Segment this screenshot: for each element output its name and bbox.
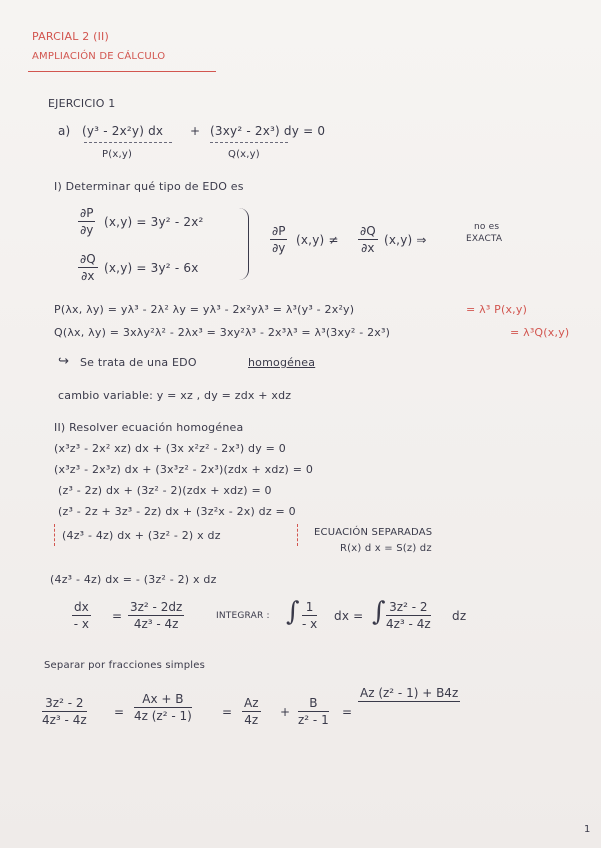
dp-expression: (x,y) = 3y² - 2x² [104, 215, 204, 229]
z-denominator: 4z³ - 4z [133, 617, 179, 631]
one-over-minus-x [302, 600, 317, 631]
pf-equals-3: = [342, 705, 353, 719]
pf5-denominator [358, 702, 460, 703]
minus-x-denominator: - x [73, 617, 89, 631]
cmp-dq-numerator: ∂Q [360, 224, 376, 238]
integral-sign-2: ∫ [372, 597, 386, 627]
pf2-numerator: Ax + B [134, 692, 192, 708]
right-brace [238, 208, 249, 280]
step2-line4: (z³ - 2z + 3z³ - 2z) dx + (3z²x - 2x) dz = 0 [58, 505, 296, 518]
cmp-middle: (x,y) ≠ [296, 233, 339, 247]
p-lambda-result: = λ³ P(x,y) [466, 303, 528, 316]
equals-sign-1: = [112, 609, 123, 623]
pf3-numerator: Az [244, 696, 259, 710]
cmp-end: (x,y) ⇒ [384, 233, 427, 247]
int2-fraction [386, 600, 431, 631]
int1-rest: dx = [334, 609, 364, 623]
pf-frac-4 [298, 696, 329, 727]
cmp-dp-denominator: ∂y [272, 241, 286, 255]
int1-denominator: - x [302, 617, 318, 631]
hook-arrow-icon: ↪ [58, 354, 70, 369]
dx-numerator: dx [74, 600, 89, 614]
dq-dx-fraction [78, 252, 98, 283]
part-a-label: a) [58, 124, 71, 138]
q-lambda-line: Q(λx, λy) = 3xλy²λ² - 2λx³ = 3xy²λ³ - 2x³λ³ = λ³(3xy² - 2x³) [54, 326, 391, 339]
cmp-dq-denominator: ∂x [361, 241, 375, 255]
integral-sign-1: ∫ [286, 597, 300, 627]
dq-numerator: ∂Q [80, 252, 96, 266]
pf-frac-3 [242, 696, 261, 727]
step2-heading: II) Resolver ecuación homogénea [54, 421, 244, 434]
q-underbrace [210, 142, 288, 143]
pf-frac-1 [42, 696, 87, 727]
part-a-lhs: (y³ - 2x²y) dx [82, 124, 164, 138]
pf4-denominator: z² - 1 [298, 713, 329, 727]
pf-equals-1: = [114, 705, 125, 719]
verdict-exacta: EXACTA [466, 234, 503, 244]
cmp-dp-fraction [270, 224, 287, 255]
integrate-label: INTEGRAR : [216, 611, 270, 621]
homogeneous-prefix: Se trata de una EDO [80, 356, 197, 369]
pf-plus: + [280, 705, 291, 719]
dx-over-minus-x [72, 600, 91, 631]
pf5-numerator: Az (z² - 1) + B4z [360, 686, 459, 700]
exercise-title: EJERCICIO 1 [48, 97, 116, 110]
verdict-no-es: no es [474, 222, 500, 232]
z-numerator: 3z² - 2dz [130, 600, 183, 614]
dp-dy-fraction [78, 206, 95, 237]
header-subtitle: AMPLIACIÓN DE CÁLCULO [32, 51, 166, 62]
step2-line3: (z³ - 2z) dx + (3z² - 2)(zdx + xdz) = 0 [58, 484, 272, 497]
change-of-variable: cambio variable: y = xz , dy = zdx + xdz [58, 389, 292, 402]
dq-expression: (x,y) = 3y² - 6x [104, 261, 199, 275]
cmp-dp-numerator: ∂P [272, 224, 286, 238]
dq-denominator: ∂x [81, 269, 95, 283]
pf2-denominator: 4z (z² - 1) [134, 709, 192, 723]
pf4-numerator: B [298, 696, 329, 712]
step2-line1: (x³z³ - 2x² xz) dx + (3x x²z² - 2x³) dy = 0 [54, 442, 286, 455]
q-lambda-result: = λ³Q(x,y) [510, 326, 570, 339]
p-label: P(x,y) [102, 149, 133, 160]
pf3-denominator: 4z [244, 713, 259, 727]
pf-equals-2: = [222, 705, 233, 719]
dp-numerator: ∂P [80, 206, 94, 220]
cmp-dq-fraction [358, 224, 378, 255]
header-rule [28, 71, 216, 72]
q-label: Q(x,y) [228, 149, 260, 160]
step3-heading: Separar por fracciones simples [44, 660, 206, 671]
part-a-rhs: (3xy² - 2x³) dy = 0 [210, 124, 326, 138]
int1-numerator: 1 [302, 600, 317, 616]
pf-frac-5 [358, 686, 460, 703]
step2-line2: (x³z³ - 2x³z) dx + (3x³z² - 2x³)(zdx + xdz) = 0 [54, 463, 314, 476]
header-title: PARCIAL 2 (II) [32, 30, 109, 43]
p-lambda-line: P(λx, λy) = yλ³ - 2λ² λy = yλ³ - 2x²yλ³ = λ³(y³ - 2x²y) [54, 303, 355, 316]
dp-denominator: ∂y [80, 223, 94, 237]
part-a-plus: + [190, 124, 201, 138]
separable-label: ECUACIÓN SEPARADAS [314, 527, 433, 538]
pf1-numerator: 3z² - 2 [42, 696, 87, 712]
z-fraction [128, 600, 184, 631]
separable-form: R(x) d x = S(z) dz [340, 543, 432, 554]
int2-denominator: 4z³ - 4z [386, 617, 431, 631]
int2-numerator: 3z² - 2 [386, 600, 431, 616]
step2-line6: (4z³ - 4z) dx = - (3z² - 2) x dz [50, 573, 217, 586]
int2-rest: dz [452, 609, 467, 623]
step1-heading: I) Determinar qué tipo de EDO es [54, 180, 244, 193]
page-number: 1 [584, 824, 591, 835]
homogeneous-word: homogénea [248, 356, 316, 369]
pf-frac-2 [134, 692, 192, 723]
step2-line5: (4z³ - 4z) dx + (3z² - 2) x dz [62, 529, 221, 542]
p-underbrace [84, 142, 172, 143]
pf1-denominator: 4z³ - 4z [42, 713, 87, 727]
